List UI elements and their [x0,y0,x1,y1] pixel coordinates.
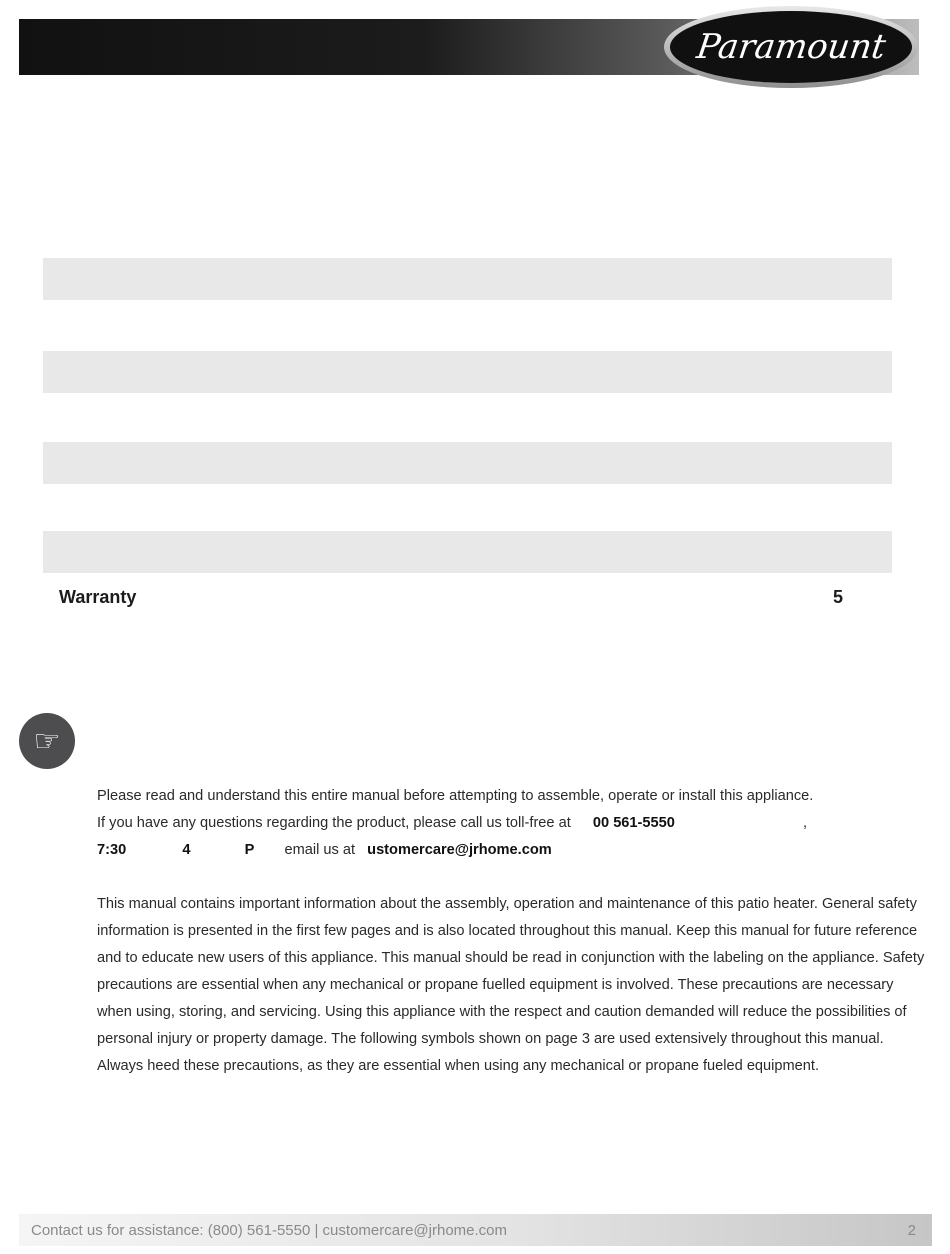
logo-oval [670,11,912,83]
page-number: 2 [907,1221,916,1239]
paramount-logo [664,6,918,88]
toc-entry-warranty [59,587,849,608]
toc-band [43,531,892,573]
pointing-hand-glyph: ☞ [33,723,61,759]
footer-contact: Contact us for assistance: (800) 561-5550 | customercare@jrhome.com [31,1221,508,1239]
manual-description: This manual contains important information about the assembly, operation and maintenance of this patio heater. General safety information is presented in the first few pages and is also located throughout this manual. Keep this manual for future reference and to educate new users of this appliance. This manual should be read in conjunction with the labeling on the appliance. Safety precautions are essential when any mechanical or propane fuelled equipment is involved. These precautions are necessary when using, storing, and servicing. Using this appliance with the respect and caution demanded will reduce the possibilities of personal injury or property damage. The following symbols shown on page 3 are used extensively throughout this manual. Always heed these precautions, as they are essential when using any mechanical or propane fueled equipment. [97,896,925,1074]
toc-entry-title: Warranty [59,587,137,607]
footer-bar [19,1214,932,1246]
toc-band [43,351,892,393]
hours-number: 4 [182,842,191,858]
toc-entry-page: 5 [832,587,843,607]
intro-call-text: If you have any questions regarding the product, please call us toll-free at [97,815,571,831]
intro-line-3 [97,837,927,864]
phone-number: 00 561-5550 [592,815,675,831]
intro-comma: , [803,815,808,831]
hours-pm: P [244,842,255,858]
toc-band [43,258,892,300]
intro-block [97,783,927,864]
logo-text: Paramount [694,27,888,67]
toc-band [43,442,892,484]
hours-start: 7:30 [97,842,127,858]
intro-line-1: Please read and understand this entire manual before attempting to assemble, operate or install this appliance. [97,788,814,804]
email-lead: email us at [284,842,356,858]
pointing-hand-icon [19,713,75,769]
intro-line-2 [97,810,927,837]
email-address: ustomercare@jrhome.com [367,842,552,858]
